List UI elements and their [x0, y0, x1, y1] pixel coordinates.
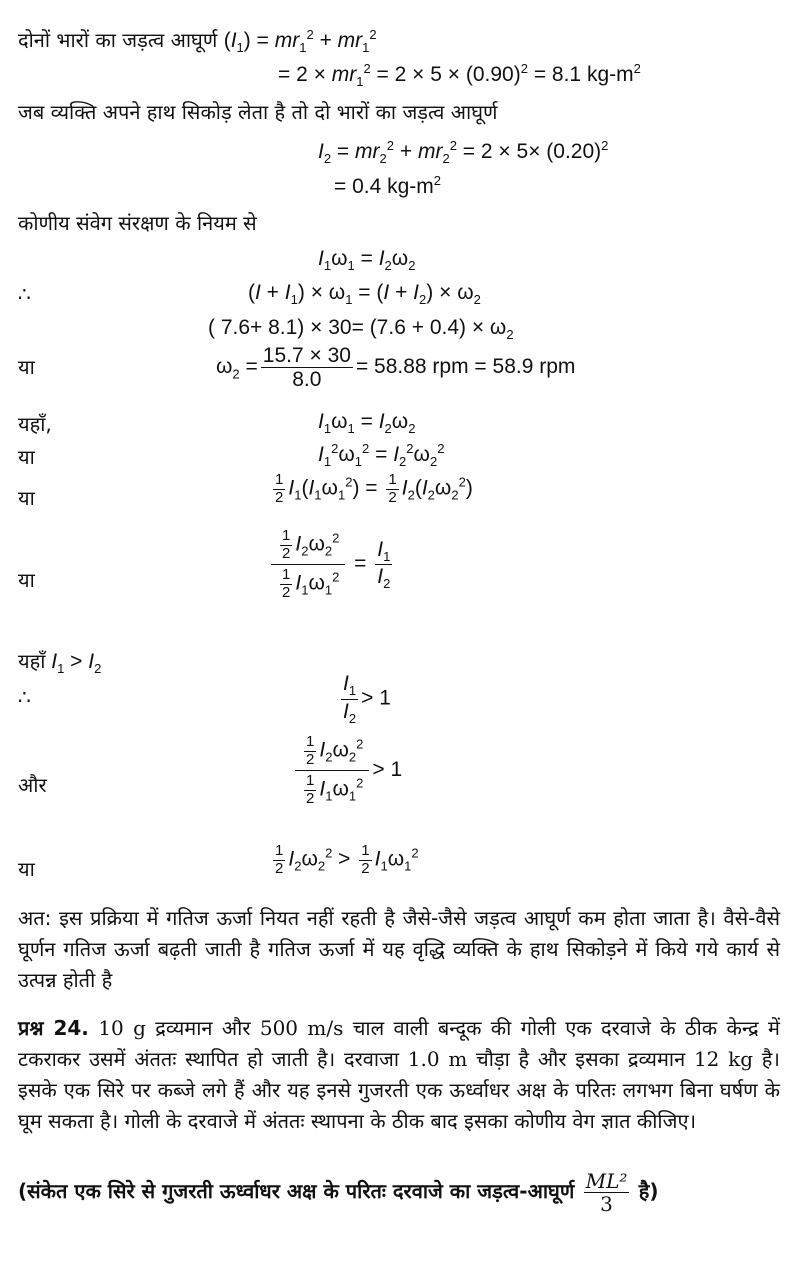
inertia-label: दोनों भारों का जड़त्व आघूर्ण	[18, 28, 218, 52]
ya-label-2: या	[18, 445, 35, 469]
omega2-numerator: 15.7 × 30	[262, 344, 351, 367]
momentum-numeric-equation: ( $7.6+ 8.1) \times 30= (7.6 + 0.4) \times \omega_2$	[208, 316, 514, 343]
arms-folded-statement: जब व्यक्ति अपने हाथ सिकोड़ लेता है तो दो भारों का जड़त्व आघूर्ण	[18, 100, 498, 124]
ya-label-1: या	[18, 355, 35, 379]
question-24	[18, 1013, 780, 1137]
energy-inequality: $\frac{1}{2}$ $I_2\omega_2^2$ > $\frac{1}{2}$ $I_1\omega_1^2$	[275, 842, 419, 877]
energy-ratio-inequality: $\frac{1}{2}$ $I_2\omega_2^2$ $\frac{1}{2}$ $I_1\omega_1^2$ > 1	[292, 734, 402, 807]
omega2-equation: $\omega_2$ = $\frac{15.7 \times 30}{8.0}$ = 58.88 rpm = 58.9 rpm	[216, 344, 576, 392]
inertia-two-weights-line	[18, 28, 377, 56]
omega2-result: = 58.88 rpm = 58.9 rpm	[355, 355, 576, 379]
ya-label-4: या	[18, 568, 35, 592]
hint-fraction	[584, 1170, 630, 1215]
squared-equation: $I_1^2\omega_1^2 = I_2^2\omega_2^2$	[318, 441, 445, 470]
hint-numerator: ML²	[585, 1169, 628, 1193]
hint-close: है)	[638, 1179, 659, 1203]
therefore-symbol-2: ∴	[18, 685, 31, 709]
inertia-equation-3: $I_2 = mr_2^2 + mr_2^2 = 2 \times 5\times (0.20)^2$	[318, 138, 609, 167]
omega2-denominator: 8.0	[292, 368, 322, 392]
angular-momentum-equation-2: $I_1\omega_1 = I_2\omega_2$	[318, 410, 416, 437]
inertia-result: = 0.4 $kg-m^2$	[334, 173, 442, 198]
question-hint	[18, 1170, 659, 1215]
momentum-total-equation: $(I + I_1) \times \omega_1 = (I + I_2) \times \omega_2$	[248, 281, 481, 308]
ratio-inequality: $\frac{I_1}{I_2}$ > 1	[343, 672, 391, 726]
yahan-label: यहाँ,	[18, 412, 52, 436]
conclusion-paragraph: अत: इस प्रक्रिया में गतिज ऊर्जा नियत नहीं रहती है जैसे-जैसे जड़त्व आघूर्ण कम होता जाता है। वैसे-वैसे घूर्णन गतिज ऊर्जा बढ़ती जाती है गतिज ऊर्जा में यह वृद्धि व्यक्ति के हाथ सिकोड़ने में किये गये कार्य से उत्पन्न होती है	[18, 906, 780, 992]
conservation-law-label: कोणीय संवेग संरक्षण के नियम से	[18, 211, 257, 235]
therefore-symbol-1: ∴	[18, 282, 31, 306]
question-label: प्रश्न 24.	[18, 1016, 89, 1040]
inertia-equation-2: = $2 \times mr_1^2 = 2 \times 5 \times (0.90)^2 = 8.1$ $kg-m^2$	[278, 61, 641, 90]
ya-label-5: या	[18, 857, 35, 881]
inertia-equation-1: $(I_1) = mr_1^2 + mr_1^2$	[223, 27, 377, 56]
ya-label-3: या	[18, 486, 35, 510]
yahan-label-2: यहाँ	[18, 649, 46, 673]
angular-momentum-equation: $I_1\omega_1 = I_2\omega_2$	[318, 247, 416, 274]
question-text: 10 g द्रव्यमान और 500 m/s चाल वाली बन्दूक की गोली एक दरवाजे के ठीक केन्द्र में टकराकर उसमें अंततः स्थापित हो जाती है। दरवाजा 1.0 m चौड़ा है और इसका द्रव्यमान 12 kg है। इसके एक सिरे पर कब्जे लगे हैं और यह इनसे गुजरती एक ऊर्ध्वाधर अक्ष के परितः लगभग बिना घर्षण के घूम सकता है। गोली के दरवाजे में अंततः स्थापना के ठीक बाद इसका कोणीय वेग ज्ञात कीजिए।	[18, 1016, 780, 1133]
hint-denominator: 3	[600, 1192, 613, 1216]
aur-label: और	[18, 773, 47, 797]
hint-text: (संकेत एक सिरे से गुजरती ऊर्ध्वाधर अक्ष के परितः दरवाजे का जड़त्व-आघूर्ण	[18, 1179, 575, 1203]
energy-ratio-equation: $\frac{1}{2}$ $I_2\omega_2^2$ $\frac{1}{2}$ $I_1\omega_1^2$ = $\frac{I_1}{I_2}$	[268, 528, 395, 601]
inequality-statement: यहाँ $I_1 > I_2$	[18, 649, 102, 677]
kinetic-energy-equation: $\frac{1}{2}$ $I_1(I_1\omega_1^2)$ = $\frac{1}{2}$ $I_2(I_2\omega_2^2)$	[275, 471, 473, 506]
